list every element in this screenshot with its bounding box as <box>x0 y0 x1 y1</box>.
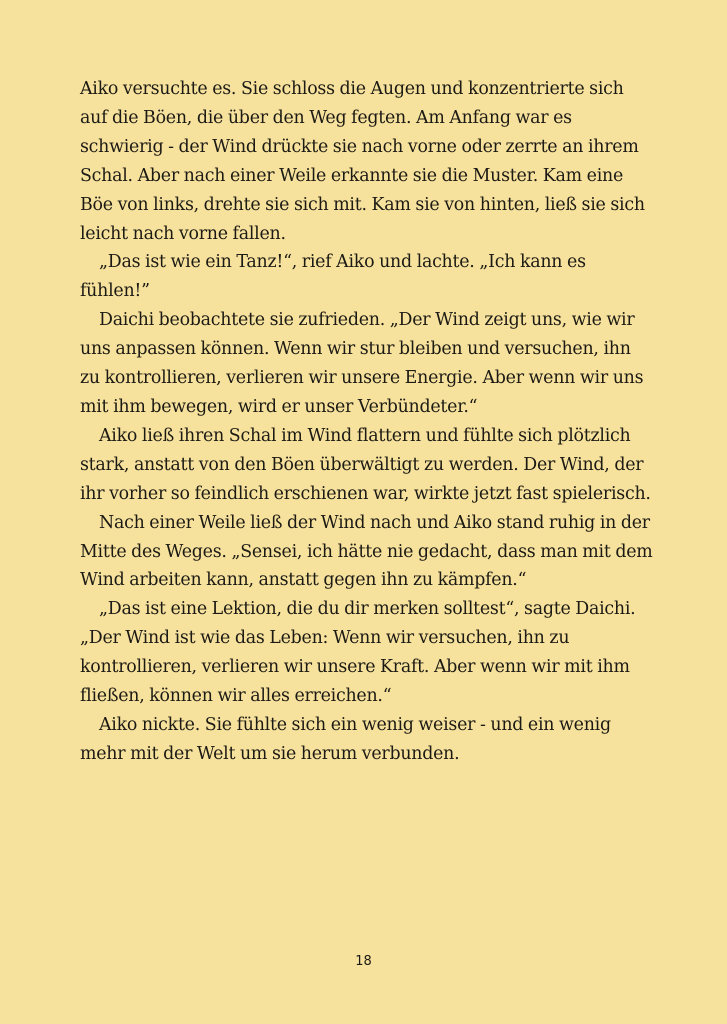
story-text <box>80 75 655 769</box>
paragraph-2: „Das ist wie ein Tanz!“, rief Aiko und lachte. „Ich kann es fühlen!” <box>80 252 586 302</box>
paragraph-3: Daichi beobachtete sie zufrieden. „Der Wind zeigt uns, wie wir uns anpassen können. Wenn wir stur bleiben und versuchen, ihn zu kontrollieren, verlieren wir unsere Energie. Aber wenn wir uns mit ihm bewegen, wird er unser Verbündeter.“ <box>80 310 644 417</box>
paragraph-1: Aiko versuchte es. Sie schloss die Augen und konzentrierte sich auf die Böen, die über den Weg fegten. Am Anfang war es schwierig - der Wind drückte sie nach vorne oder zerrte an ihrem Schal. Aber nach einer Weile erkannte sie die Muster. Kam eine Böe von links, drehte sie sich mit. Kam sie von hinten, ließ sie sich leicht nach vorne fallen. <box>80 79 645 244</box>
page-number: 18 <box>355 954 372 969</box>
paragraph-7: Aiko nickte. Sie fühlte sich ein wenig weiser - und ein wenig mehr mit der Welt um sie herum verbunden. <box>80 714 611 764</box>
paragraph-6: „Das ist eine Lektion, die du dir merken solltest“, sagte Daichi. „Der Wind ist wie das Leben: Wenn wir versuchen, ihn zu kontrollieren, verlieren wir unsere Kraft. Aber wenn wir mit ihm fließen, können wir alles erreichen.“ <box>80 599 636 707</box>
paragraph-5: Nach einer Weile ließ der Wind nach und Aiko stand ruhig in der Mitte des Weges. „Sensei, ich hätte nie gedacht, dass man mit dem Wind arbeiten kann, anstatt gegen ihn zu kämpfen.“ <box>80 512 653 591</box>
paragraph-4: Aiko ließ ihren Schal im Wind flattern und fühlte sich plötzlich stark, anstatt von den Böen überwältigt zu werden. Der Wind, der ihr vorher so feindlich erschienen war, wirkte jetzt fast spielerisch. <box>80 425 651 504</box>
